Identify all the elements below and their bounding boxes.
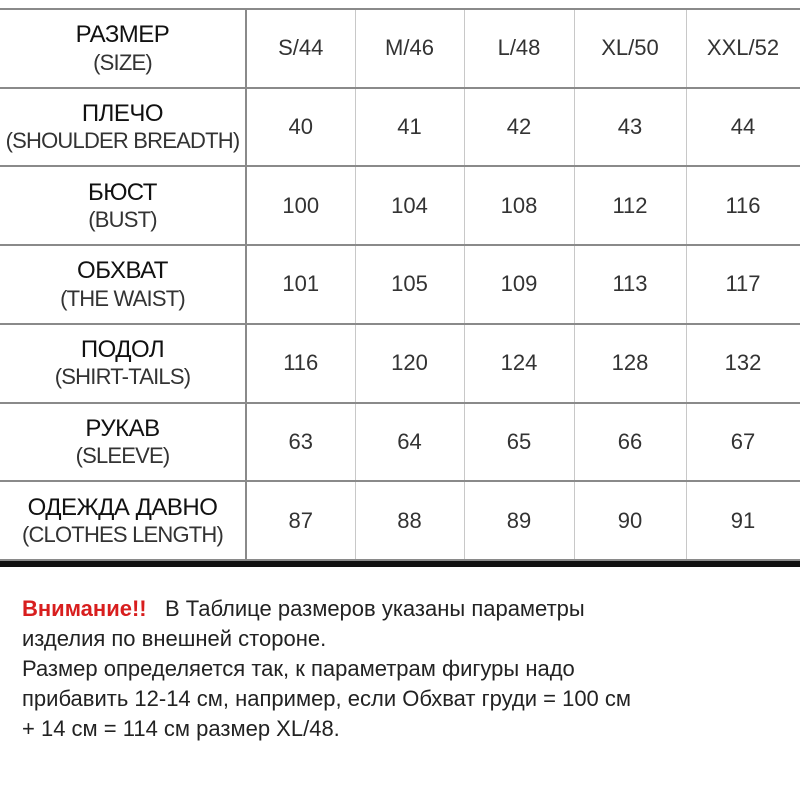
row-label-en: (SLEEVE) [75,443,170,469]
size-label-en: (SIZE) [93,49,152,75]
note-line [22,594,792,624]
row-label-ru: ОДЕЖДА ДАВНО [27,493,218,521]
size-column-header: S/44 [246,9,355,88]
value-cell: 89 [464,481,574,560]
table-row [0,324,800,403]
value-cell: 65 [464,403,574,482]
value-cell: 88 [355,481,464,560]
row-label-en: (SHOULDER BREADTH) [5,128,240,154]
row-label-ru: ОБХВАТ [77,257,168,285]
size-column-header: XL/50 [574,9,686,88]
value-cell: 104 [355,166,464,245]
note-line: + 14 см = 114 см размер XL/48. [22,716,340,741]
row-label-cell [0,245,246,324]
value-cell: 87 [246,481,355,560]
value-cell: 109 [464,245,574,324]
table-row [0,88,800,167]
size-table [0,8,800,561]
value-cell: 91 [686,481,800,560]
row-label-cell [0,88,246,167]
value-cell: 44 [686,88,800,167]
value-cell: 132 [686,324,800,403]
row-label-cell [0,403,246,482]
value-cell: 112 [574,166,686,245]
value-cell: 66 [574,403,686,482]
value-cell: 40 [246,88,355,167]
row-label-cell [0,324,246,403]
note-text: В Таблице размеров указаны параметры [164,596,585,621]
row-label-ru: БЮСТ [88,178,157,206]
value-cell: 101 [246,245,355,324]
value-cell: 113 [574,245,686,324]
value-cell: 124 [464,324,574,403]
row-label-ru: ПЛЕЧО [81,100,164,127]
value-cell: 41 [355,88,464,167]
size-note [22,594,792,744]
value-cell: 108 [464,166,574,245]
value-cell: 116 [686,166,800,245]
value-cell: 90 [574,481,686,560]
value-cell: 100 [246,166,355,245]
value-cell: 42 [464,88,574,167]
warning-label: Внимание!! [22,596,147,621]
row-label-en: (BUST) [88,206,157,232]
row-label-ru: ПОДОЛ [80,336,165,364]
value-cell: 117 [686,245,800,324]
row-label-cell [0,481,246,560]
row-label-en: (CLOTHES LENGTH) [21,521,224,547]
table-row [0,166,800,245]
value-cell: 63 [246,403,355,482]
value-cell: 128 [574,324,686,403]
size-label-ru: РАЗМЕР [75,21,170,49]
size-column-header: XXL/52 [686,9,800,88]
size-column-header: L/48 [464,9,574,88]
table-row [0,245,800,324]
table-bottom-border [0,561,800,567]
row-label-en: (SHIRT-TAILS) [54,364,191,390]
table-row [0,481,800,560]
table-row [0,403,800,482]
note-line: прибавить 12-14 см, например, если Обхват груди = 100 см [22,686,632,711]
value-cell: 67 [686,403,800,482]
note-line: Размер определяется так, к параметрам фигуры надо [22,656,575,681]
value-cell: 43 [574,88,686,167]
row-label-en: (THE WAIST) [60,285,185,311]
note-line: изделия по внешней стороне. [22,626,327,651]
value-cell: 120 [355,324,464,403]
row-label-cell [0,166,246,245]
value-cell: 64 [355,403,464,482]
size-header-cell [0,9,246,88]
value-cell: 116 [246,324,355,403]
value-cell: 105 [355,245,464,324]
size-column-header: M/46 [355,9,464,88]
header-row [0,9,800,88]
row-label-ru: РУКАВ [85,414,160,442]
